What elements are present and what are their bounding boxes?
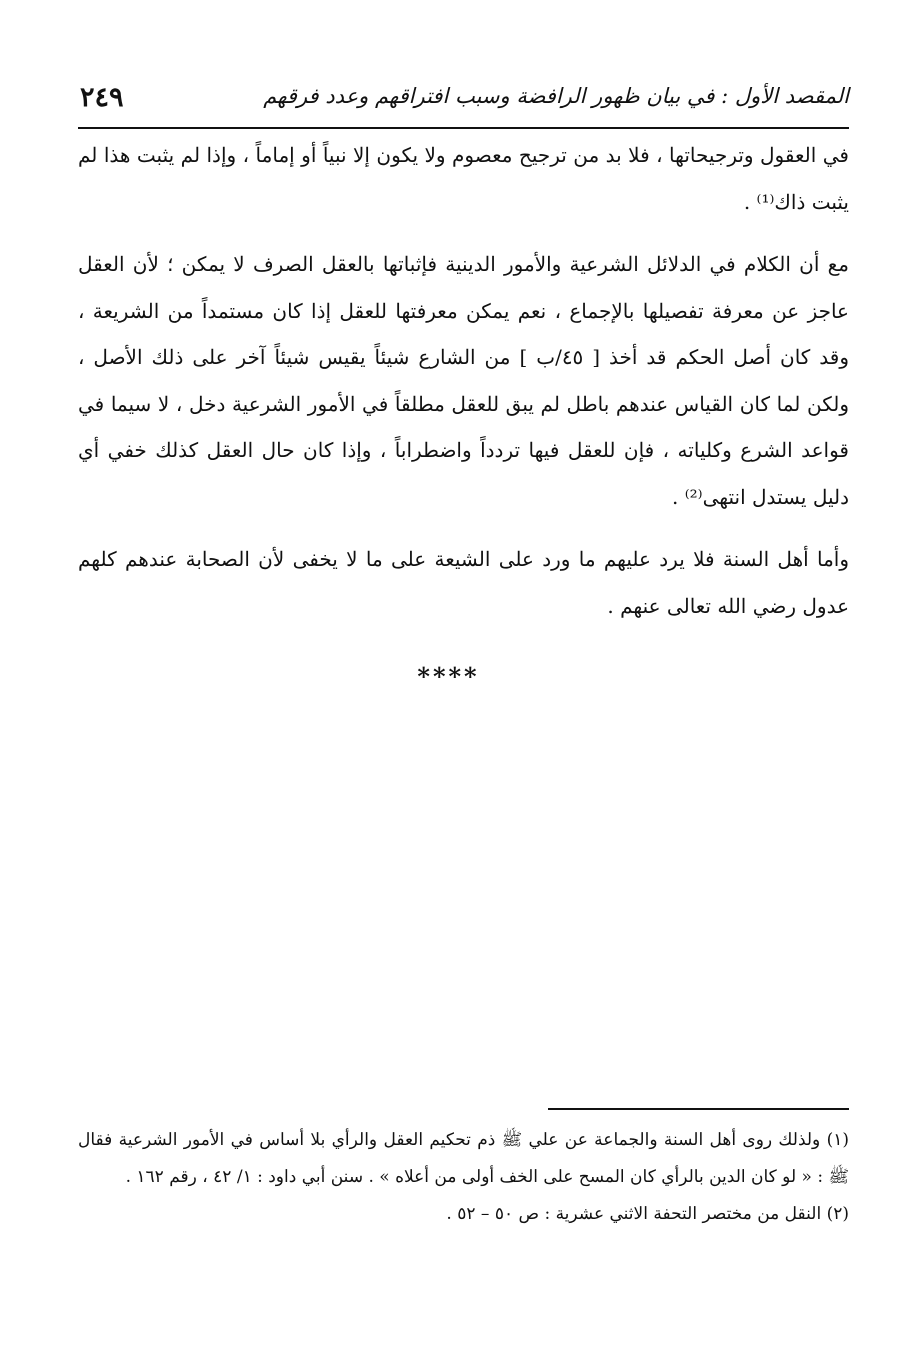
page-header <box>78 78 849 122</box>
footnote: (١) ولذلك روى أهل السنة والجماعة عن علي ﷺ ذم تحكيم العقل والرأي بلا أساس في الأمور الشرعية فقال ﷺ : « لو كان الدين بالرأي كان المسح على الخف أولى من أعلاه » . سنن أبي داود : ١/ ٤٢ ، رقم ١٦٢ . <box>78 1130 849 1187</box>
footnote-rule <box>548 1108 849 1110</box>
footnotes <box>78 1122 849 1233</box>
paragraph: مع أن الكلام في الدلائل الشرعية والأمور الدينية فإثباتها بالعقل الصرف لا يمكن ؛ لأن العقل عاجز عن معرفة تفصيلها بالإجماع ، نعم يمكن معرفتها للعقل إذا كان مستمداً من الشريعة ، وقد كان أصل الحكم قد أخذ [ ٤٥/ب ] من الشارع شيئاً يقيس شيئاً آخر على ذلك الأصل ، ولكن لما كان القياس عندهم باطل لم يبق للعقل مطلقاً في الأمور الشرعية دخل ، لا سيما في قواعد الشرع وكلياته ، فإن للعقل فيها تردداً واضطراباً ، وإذا كان حال العقل كذلك خفي أي دليل يستدل انتهى⁽²⁾ . <box>78 252 849 509</box>
running-head: المقصد الأول : في بيان ظهور الرافضة وسبب افتراقهم وعدد فرقهم <box>263 84 849 108</box>
page-number: ٢٤٩ <box>80 82 124 113</box>
paragraph: وأما أهل السنة فلا يرد عليهم ما ورد على الشيعة على ما لا يخفى لأن الصحابة عندهم كلهم عدول رضي الله تعالى عنهم . <box>78 547 849 618</box>
section-divider: **** <box>417 662 480 691</box>
main-text <box>78 132 849 629</box>
header-rule <box>78 127 849 129</box>
footnote: (٢) النقل من مختصر التحفة الاثني عشرية : ص ٥٠ – ٥٢ . <box>446 1204 849 1224</box>
paragraph: في العقول وترجيحاتها ، فلا بد من ترجيح معصوم ولا يكون إلا نبياً أو إماماً ، وإذا لم يثبت هذا لم يثبت ذاك⁽¹⁾ . <box>78 143 849 214</box>
